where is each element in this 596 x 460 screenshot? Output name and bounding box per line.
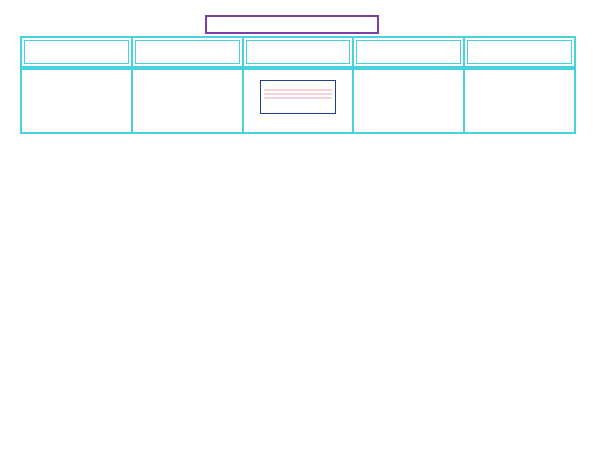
sponsor-note-cell [21, 69, 132, 133]
floodwood-note [354, 70, 463, 73]
day-header-friday [464, 37, 575, 67]
fst-note [133, 70, 242, 73]
fst-note-cell [132, 69, 243, 133]
direct-note [465, 70, 574, 73]
logo-cell [243, 69, 354, 133]
floodwood-note-cell [353, 69, 464, 133]
day-header-tuesday [132, 37, 243, 67]
menu-title [205, 15, 379, 34]
menu-calendar-grid [20, 68, 576, 134]
day-header-row [20, 36, 576, 68]
day-header-monday [21, 37, 132, 67]
footer-row [21, 69, 575, 133]
direct-note-cell [464, 69, 575, 133]
day-header-thursday [353, 37, 464, 67]
sponsor-note [22, 70, 131, 74]
aeoa-logo [260, 80, 336, 114]
day-header-wednesday [243, 37, 354, 67]
